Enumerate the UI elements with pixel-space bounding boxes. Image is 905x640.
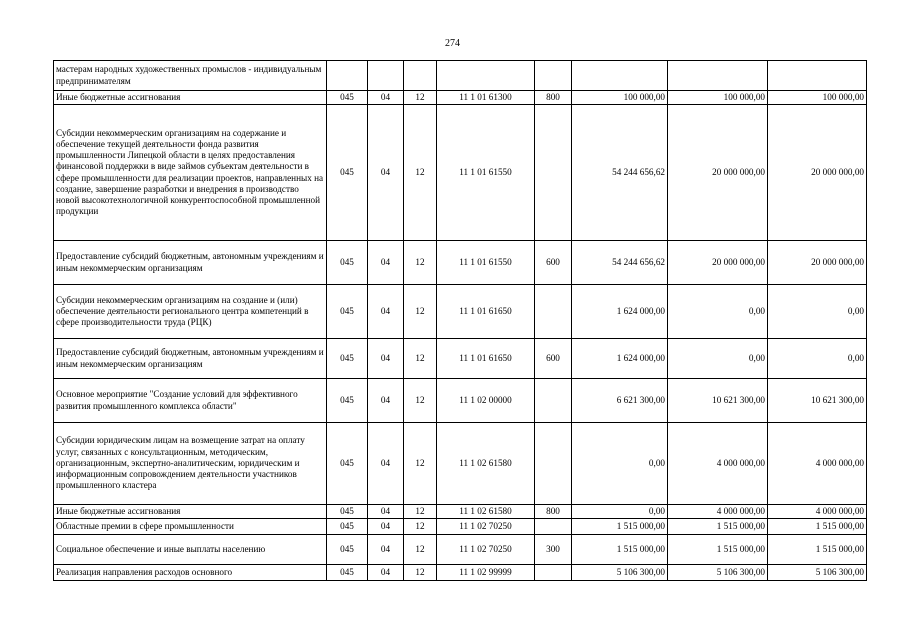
target-code: 11 1 01 61550 xyxy=(437,105,535,241)
target-code: 11 1 02 99999 xyxy=(437,565,535,581)
amount-year-3: 20 000 000,00 xyxy=(768,241,867,285)
admin-code: 045 xyxy=(327,379,368,423)
subsection-code: 12 xyxy=(404,535,437,565)
target-code: 11 1 01 61300 xyxy=(437,91,535,105)
table-row xyxy=(54,339,867,379)
table-row xyxy=(54,535,867,565)
section-code: 04 xyxy=(368,339,404,379)
section-code: 04 xyxy=(368,565,404,581)
row-name: Реализация направления расходов основного xyxy=(54,565,327,581)
amount-year-2: 1 515 000,00 xyxy=(668,519,768,535)
amount-year-2: 20 000 000,00 xyxy=(668,241,768,285)
row-name: мастерам народных художественных промыслов - индивидуальным предпринимателям xyxy=(54,61,327,91)
amount-year-1: 1 624 000,00 xyxy=(572,285,668,339)
target-code: 11 1 02 61580 xyxy=(437,423,535,505)
expense-type-code xyxy=(535,105,572,241)
subsection-code: 12 xyxy=(404,105,437,241)
section-code: 04 xyxy=(368,105,404,241)
amount-year-2 xyxy=(668,61,768,91)
admin-code: 045 xyxy=(327,505,368,519)
table-row xyxy=(54,61,867,91)
amount-year-2: 20 000 000,00 xyxy=(668,105,768,241)
section-code: 04 xyxy=(368,379,404,423)
target-code: 11 1 02 70250 xyxy=(437,519,535,535)
budget-table xyxy=(53,60,867,581)
admin-code: 045 xyxy=(327,241,368,285)
subsection-code: 12 xyxy=(404,285,437,339)
amount-year-2: 100 000,00 xyxy=(668,91,768,105)
admin-code: 045 xyxy=(327,565,368,581)
admin-code: 045 xyxy=(327,423,368,505)
table-row xyxy=(54,379,867,423)
section-code: 04 xyxy=(368,535,404,565)
target-code: 11 1 01 61550 xyxy=(437,241,535,285)
row-name: Областные премии в сфере промышленности xyxy=(54,519,327,535)
section-code: 04 xyxy=(368,423,404,505)
target-code: 11 1 01 61650 xyxy=(437,285,535,339)
row-name: Субсидии юридическим лицам на возмещение затрат на оплату услуг, связанных с консультационным, методическим, организационным, экспертно-аналитическим, юридическим и информационным сопровождением деятельности участников промышленного кластера xyxy=(54,423,327,505)
table-row xyxy=(54,105,867,241)
row-name: Предоставление субсидий бюджетным, автономным учреждениям и иным некоммерческим организациям xyxy=(54,241,327,285)
amount-year-1: 0,00 xyxy=(572,423,668,505)
admin-code xyxy=(327,61,368,91)
amount-year-3: 1 515 000,00 xyxy=(768,519,867,535)
subsection-code: 12 xyxy=(404,423,437,505)
admin-code: 045 xyxy=(327,105,368,241)
section-code: 04 xyxy=(368,285,404,339)
amount-year-3: 10 621 300,00 xyxy=(768,379,867,423)
expense-type-code xyxy=(535,285,572,339)
amount-year-2: 5 106 300,00 xyxy=(668,565,768,581)
expense-type-code xyxy=(535,565,572,581)
table-row xyxy=(54,423,867,505)
expense-type-code xyxy=(535,423,572,505)
amount-year-3: 4 000 000,00 xyxy=(768,423,867,505)
expense-type-code xyxy=(535,519,572,535)
table-body xyxy=(54,61,867,581)
amount-year-1: 6 621 300,00 xyxy=(572,379,668,423)
amount-year-1: 1 515 000,00 xyxy=(572,535,668,565)
section-code: 04 xyxy=(368,91,404,105)
admin-code: 045 xyxy=(327,91,368,105)
admin-code: 045 xyxy=(327,519,368,535)
amount-year-3: 20 000 000,00 xyxy=(768,105,867,241)
expense-type-code xyxy=(535,379,572,423)
admin-code: 045 xyxy=(327,339,368,379)
expense-type-code: 800 xyxy=(535,91,572,105)
row-name: Иные бюджетные ассигнования xyxy=(54,505,327,519)
row-name: Социальное обеспечение и иные выплаты населению xyxy=(54,535,327,565)
table-row xyxy=(54,505,867,519)
expense-type-code: 300 xyxy=(535,535,572,565)
subsection-code xyxy=(404,61,437,91)
row-name: Субсидии некоммерческим организациям на содержание и обеспечение текущей деятельности фонда развития промышленности Липецкой области в целях предоставления финансовой поддержки в виде займов субъектам деятельности в сфере промышленности для реализации проектов, направленных на создание, завершение разработки и внедрения в производство новой высокотехнологичной конкурентоспособной промышленной продукции xyxy=(54,105,327,241)
amount-year-1: 0,00 xyxy=(572,505,668,519)
admin-code: 045 xyxy=(327,285,368,339)
amount-year-1: 1 515 000,00 xyxy=(572,519,668,535)
amount-year-2: 10 621 300,00 xyxy=(668,379,768,423)
subsection-code: 12 xyxy=(404,565,437,581)
admin-code: 045 xyxy=(327,535,368,565)
subsection-code: 12 xyxy=(404,339,437,379)
page-number: 274 xyxy=(445,38,460,49)
amount-year-1 xyxy=(572,61,668,91)
subsection-code: 12 xyxy=(404,519,437,535)
amount-year-3: 5 106 300,00 xyxy=(768,565,867,581)
amount-year-3: 1 515 000,00 xyxy=(768,535,867,565)
section-code xyxy=(368,61,404,91)
amount-year-1: 54 244 656,62 xyxy=(572,105,668,241)
amount-year-1: 54 244 656,62 xyxy=(572,241,668,285)
amount-year-3: 4 000 000,00 xyxy=(768,505,867,519)
amount-year-3: 0,00 xyxy=(768,285,867,339)
amount-year-2: 4 000 000,00 xyxy=(668,505,768,519)
amount-year-1: 100 000,00 xyxy=(572,91,668,105)
amount-year-3: 0,00 xyxy=(768,339,867,379)
target-code xyxy=(437,61,535,91)
expense-type-code xyxy=(535,61,572,91)
amount-year-2: 4 000 000,00 xyxy=(668,423,768,505)
row-name: Субсидии некоммерческим организациям на создание и (или) обеспечение деятельности регионального центра компетенций в сфере производительности труда (РЦК) xyxy=(54,285,327,339)
target-code: 11 1 01 61650 xyxy=(437,339,535,379)
target-code: 11 1 02 61580 xyxy=(437,505,535,519)
row-name: Иные бюджетные ассигнования xyxy=(54,91,327,105)
subsection-code: 12 xyxy=(404,241,437,285)
amount-year-3 xyxy=(768,61,867,91)
subsection-code: 12 xyxy=(404,379,437,423)
amount-year-2: 0,00 xyxy=(668,285,768,339)
subsection-code: 12 xyxy=(404,505,437,519)
table-row xyxy=(54,519,867,535)
expense-type-code: 600 xyxy=(535,339,572,379)
row-name: Основное мероприятие "Создание условий для эффективного развития промышленного комплекса области" xyxy=(54,379,327,423)
section-code: 04 xyxy=(368,505,404,519)
table-row xyxy=(54,241,867,285)
table-row xyxy=(54,285,867,339)
amount-year-3: 100 000,00 xyxy=(768,91,867,105)
expense-type-code: 600 xyxy=(535,241,572,285)
target-code: 11 1 02 00000 xyxy=(437,379,535,423)
row-name: Предоставление субсидий бюджетным, автономным учреждениям и иным некоммерческим организациям xyxy=(54,339,327,379)
amount-year-2: 1 515 000,00 xyxy=(668,535,768,565)
amount-year-1: 5 106 300,00 xyxy=(572,565,668,581)
section-code: 04 xyxy=(368,519,404,535)
target-code: 11 1 02 70250 xyxy=(437,535,535,565)
section-code: 04 xyxy=(368,241,404,285)
expense-type-code: 800 xyxy=(535,505,572,519)
amount-year-1: 1 624 000,00 xyxy=(572,339,668,379)
amount-year-2: 0,00 xyxy=(668,339,768,379)
table-row xyxy=(54,565,867,581)
subsection-code: 12 xyxy=(404,91,437,105)
table-row xyxy=(54,91,867,105)
